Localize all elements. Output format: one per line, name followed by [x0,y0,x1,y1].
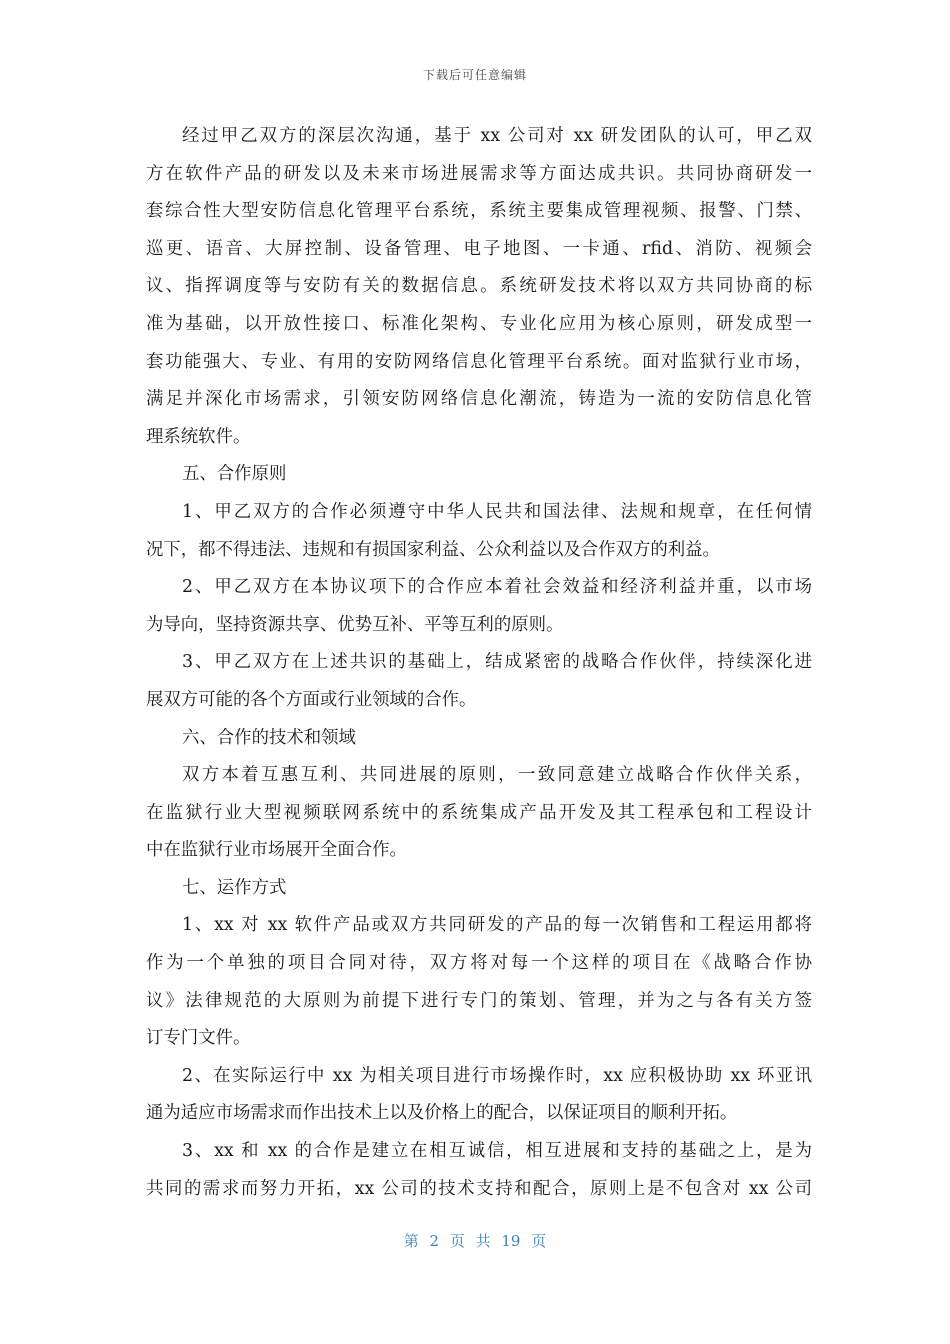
text-line: 双方本着互惠互利、共同进展的原则，一致同意建立战略合作伙伴关系， [182,765,812,786]
text-line: 共同的需求而努力开拓，xx 公司的技术支持和配合，原则上是不包含对 xx 公司 [146,1178,812,1199]
text-line: 经过甲乙双方的深层次沟通，基于 xx 公司对 xx 研发团队的认可，甲乙双 [182,126,812,146]
text-line: 2、在实际运行中 xx 为相关项目进行市场操作时，xx 应积极协助 xx 环亚讯 [182,1065,812,1086]
text-line: 套综合性大型安防信息化管理平台系统，系统主要集成管理视频、报警、门禁、 [146,201,812,222]
text-line: 理系统软件。 [146,426,251,447]
text-line: 议》法律规范的大原则为前提下进行专门的策划、管理，并为之与各有关方签 [146,990,812,1011]
text-line: 在监狱行业大型视频联网系统中的系统集成产品开发及其工程承包和工程设计 [146,802,812,823]
text-line: 订专门文件。 [146,1028,251,1049]
page-footer: 第 2 页 共 19 页 [403,1232,547,1250]
text-line: 套功能强大、专业、有用的安防网络信息化管理平台系统。面对监狱行业市场， [146,351,812,372]
text-line: 3、甲乙双方在上述共识的基础上，结成紧密的战略合作伙伴，持续深化进 [182,652,812,673]
text-line: 五、合作原则 [182,464,287,485]
document-body [146,118,812,1208]
text-line: 1、甲乙双方的合作必须遵守中华人民共和国法律、法规和规章，在任何情 [182,501,812,522]
text-line: 3、xx 和 xx 的合作是建立在相互诚信，相互进展和支持的基础之上，是为 [182,1141,812,1162]
text-line: 为导向，坚持资源共享、优势互补、平等互利的原则。 [146,614,564,635]
text-line: 七、运作方式 [182,877,287,898]
text-line: 况下，都不得违法、违规和有损国家利益、公众利益以及合作双方的利益。 [146,539,720,560]
text-line: 议、指挥调度等与安防有关的数据信息。系统研发技术将以双方共同协商的标 [146,276,812,297]
text-line: 方在软件产品的研发以及未来市场进展需求等方面达成共识。共同协商研发一 [146,163,812,184]
text-line: 满足并深化市场需求，引领安防网络信息化潮流，铸造为一流的安防信息化管 [146,389,812,410]
text-line: 中在监狱行业市场展开全面合作。 [146,840,407,861]
text-line: 巡更、语音、大屏控制、设备管理、电子地图、一卡通、rfid、消防、视频会 [146,238,812,259]
text-line: 展双方可能的各个方面或行业领域的合作。 [146,689,477,710]
text-line: 通为适应市场需求而作出技术上以及价格上的配合，以保证项目的顺利开拓。 [146,1103,738,1124]
page-header: 下载后可任意编辑 [422,68,527,82]
text-line: 作为一个单独的项目合同对待，双方将对每一个这样的项目在《战略合作协 [146,953,812,974]
text-line: 六、合作的技术和领域 [182,727,356,748]
text-line: 1、xx 对 xx 软件产品或双方共同研发的产品的每一次销售和工程运用都将 [182,915,812,936]
text-line: 2、甲乙双方在本协议项下的合作应本着社会效益和经济利益并重，以市场 [182,577,812,598]
text-line: 准为基础，以开放性接口、标准化架构、专业化应用为核心原则，研发成型一 [146,313,812,334]
